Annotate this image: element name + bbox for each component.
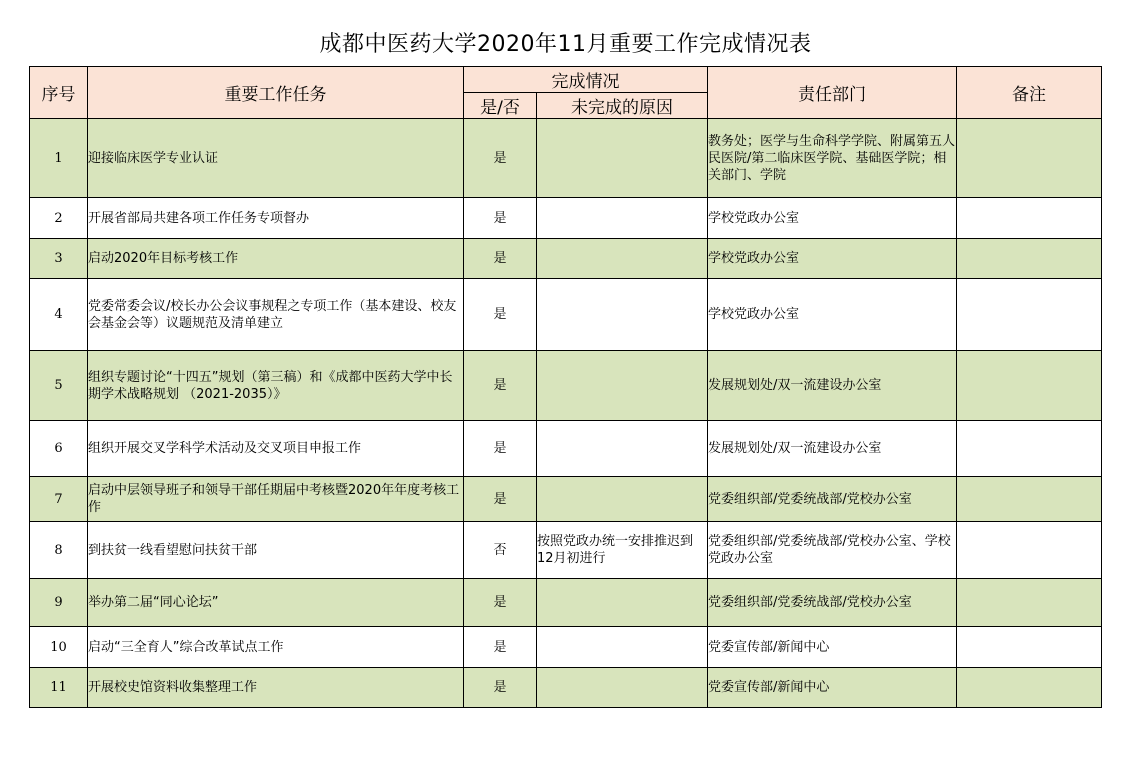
row-reason [537, 119, 708, 198]
row-no: 2 [30, 198, 88, 239]
table-row [30, 627, 1102, 668]
row-reason [537, 198, 708, 239]
row-remark [957, 279, 1102, 351]
row-dept: 党委组织部/党委统战部/党校办公室 [708, 579, 957, 627]
row-task: 开展省部局共建各项工作任务专项督办 [88, 198, 464, 239]
table-row [30, 279, 1102, 351]
row-dept: 党委组织部/党委统战部/党校办公室、学校党政办公室 [708, 522, 957, 579]
row-no: 6 [30, 421, 88, 477]
row-reason [537, 421, 708, 477]
row-done: 是 [464, 239, 537, 279]
row-done: 是 [464, 579, 537, 627]
row-done: 否 [464, 522, 537, 579]
row-no: 5 [30, 351, 88, 421]
row-reason [537, 579, 708, 627]
row-reason [537, 627, 708, 668]
row-dept: 学校党政办公室 [708, 198, 957, 239]
table-row [30, 198, 1102, 239]
row-no: 7 [30, 477, 88, 522]
row-done: 是 [464, 421, 537, 477]
row-reason [537, 477, 708, 522]
table-row [30, 522, 1102, 579]
header-reason: 未完成的原因 [537, 93, 708, 119]
row-dept: 党委组织部/党委统战部/党校办公室 [708, 477, 957, 522]
row-remark [957, 351, 1102, 421]
table-row [30, 421, 1102, 477]
row-dept: 发展规划处/双一流建设办公室 [708, 421, 957, 477]
row-task: 到扶贫一线看望慰问扶贫干部 [88, 522, 464, 579]
row-no: 10 [30, 627, 88, 668]
row-reason [537, 668, 708, 708]
header-task: 重要工作任务 [88, 67, 464, 119]
row-done: 是 [464, 627, 537, 668]
row-remark [957, 627, 1102, 668]
page-title: 成都中医药大学2020年11月重要工作完成情况表 [319, 32, 812, 57]
header-yesno: 是/否 [464, 93, 537, 119]
row-dept: 党委宣传部/新闻中心 [708, 627, 957, 668]
table-row [30, 119, 1102, 198]
row-done: 是 [464, 198, 537, 239]
row-task: 党委常委会议/校长办公会议事规程之专项工作（基本建设、校友会基金会等）议题规范及清单建立 [88, 279, 464, 351]
row-remark [957, 198, 1102, 239]
row-task: 启动“三全育人”综合改革试点工作 [88, 627, 464, 668]
table-header [30, 67, 1102, 119]
row-no: 4 [30, 279, 88, 351]
header-completion: 完成情况 [464, 67, 708, 93]
header-dept: 责任部门 [708, 67, 957, 119]
row-done: 是 [464, 119, 537, 198]
row-remark [957, 119, 1102, 198]
row-done: 是 [464, 477, 537, 522]
row-no: 8 [30, 522, 88, 579]
work-table [29, 66, 1102, 708]
row-reason [537, 239, 708, 279]
row-reason [537, 279, 708, 351]
table-row [30, 351, 1102, 421]
row-remark [957, 477, 1102, 522]
row-done: 是 [464, 279, 537, 351]
row-task: 举办第二届“同心论坛” [88, 579, 464, 627]
row-remark [957, 522, 1102, 579]
table-row [30, 477, 1102, 522]
row-reason [537, 351, 708, 421]
row-dept: 党委宣传部/新闻中心 [708, 668, 957, 708]
row-task: 组织专题讨论“十四五”规划（第三稿）和《成都中医药大学中长期学术战略规划 （2021-2035）》 [88, 351, 464, 421]
row-dept: 教务处；医学与生命科学学院、附属第五人民医院/第二临床医学院、基础医学院；相关部门、学院 [708, 119, 957, 198]
header-remark: 备注 [957, 67, 1102, 119]
row-task: 组织开展交叉学科学术活动及交叉项目申报工作 [88, 421, 464, 477]
table-row [30, 239, 1102, 279]
row-remark [957, 421, 1102, 477]
row-dept: 学校党政办公室 [708, 239, 957, 279]
row-done: 是 [464, 668, 537, 708]
row-remark [957, 579, 1102, 627]
row-dept: 学校党政办公室 [708, 279, 957, 351]
row-task: 启动2020年目标考核工作 [88, 239, 464, 279]
row-task: 迎接临床医学专业认证 [88, 119, 464, 198]
row-reason: 按照党政办统一安排推迟到12月初进行 [537, 522, 708, 579]
header-no: 序号 [30, 67, 88, 119]
row-dept: 发展规划处/双一流建设办公室 [708, 351, 957, 421]
row-no: 11 [30, 668, 88, 708]
row-remark [957, 668, 1102, 708]
row-no: 9 [30, 579, 88, 627]
row-no: 1 [30, 119, 88, 198]
table-row [30, 668, 1102, 708]
table-row [30, 579, 1102, 627]
row-no: 3 [30, 239, 88, 279]
row-task: 开展校史馆资料收集整理工作 [88, 668, 464, 708]
row-remark [957, 239, 1102, 279]
row-task: 启动中层领导班子和领导干部任期届中考核暨2020年年度考核工作 [88, 477, 464, 522]
row-done: 是 [464, 351, 537, 421]
